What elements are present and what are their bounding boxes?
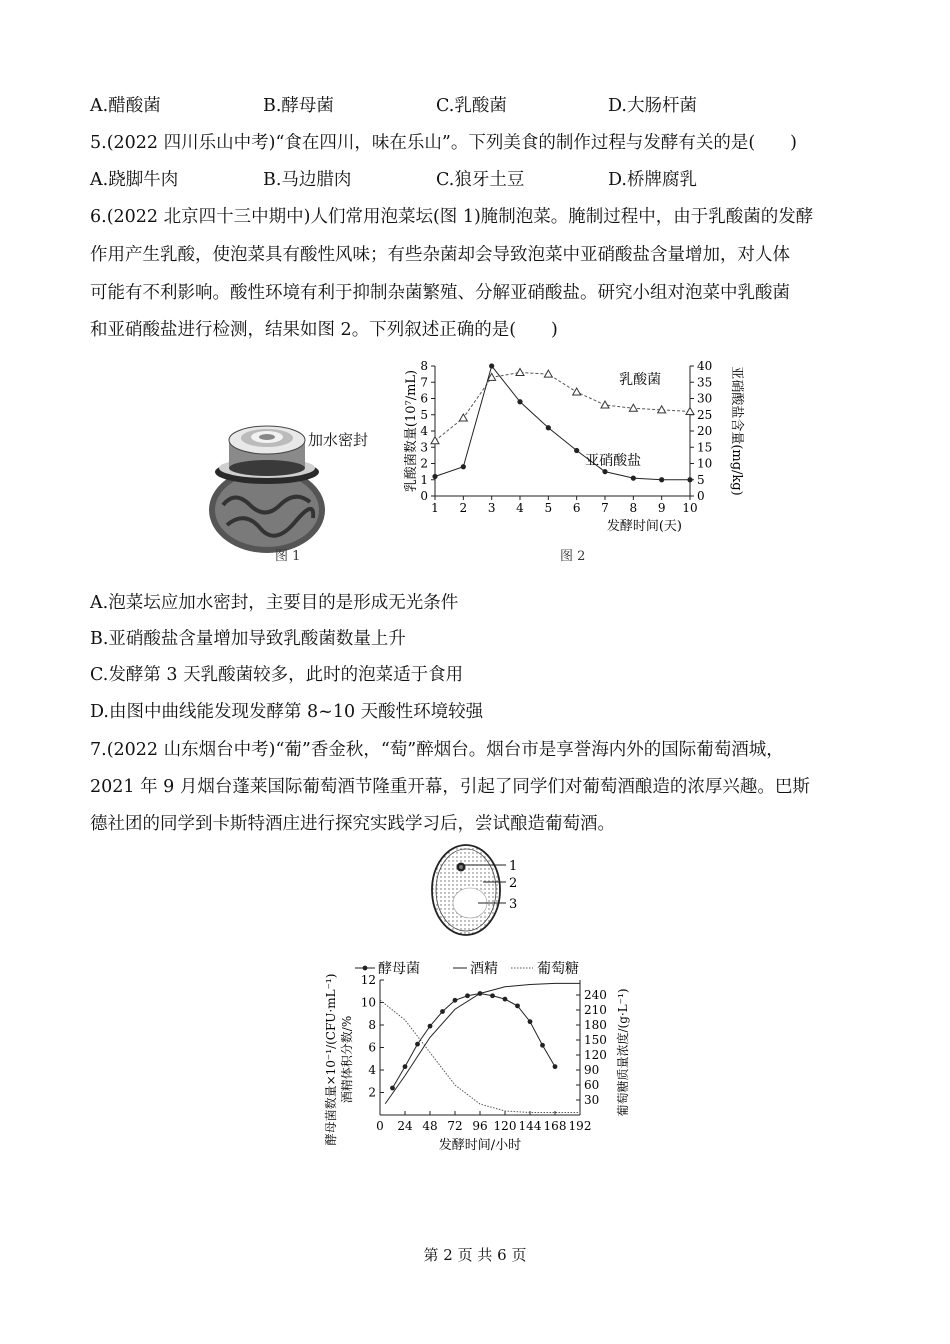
y-tick-label: 8 xyxy=(368,1018,376,1032)
fig1-label: 加水密封 xyxy=(308,431,369,449)
x-tick-label: 9 xyxy=(657,501,666,515)
y2-tick-label: 25 xyxy=(697,407,713,422)
cell-label-3: 3 xyxy=(509,897,518,912)
y-tick-label: 2 xyxy=(420,456,428,471)
x-tick-label: 120 xyxy=(493,1119,517,1133)
series-point-nitrite xyxy=(687,477,692,482)
y2-tick-label: 180 xyxy=(584,1018,607,1032)
q4-option-d: D.大肠杆菌 xyxy=(608,96,697,116)
fermentation-chart-1 xyxy=(395,352,755,542)
series-point-yeast xyxy=(540,1043,545,1048)
q4-option-b: B.酵母菌 xyxy=(263,96,334,116)
x-tick-label: 72 xyxy=(447,1119,463,1133)
x-tick-label: 6 xyxy=(572,501,581,515)
yeast-cell-figure xyxy=(428,840,538,940)
series-point-yeast xyxy=(553,1064,558,1069)
q4-option-c: C.乳酸菌 xyxy=(436,96,507,116)
series-line-yeast xyxy=(393,994,556,1089)
y2-tick-label: 150 xyxy=(584,1033,607,1047)
q5-option-c: C.狼牙土豆 xyxy=(436,170,525,190)
series-point-nitrite xyxy=(461,464,466,469)
y-tick-label: 6 xyxy=(368,1040,376,1055)
y2-tick-label: 30 xyxy=(697,391,713,406)
series-point-yeast xyxy=(478,991,483,996)
x-tick-label: 4 xyxy=(516,501,524,515)
y2-tick-label: 15 xyxy=(697,440,713,455)
q6-stem-line: 可能有不利影响。酸性环境有利于抑制杂菌繁殖、分解亚硝酸盐。研究小组对泡菜中乳酸菌 xyxy=(90,283,790,303)
series-label-nitrite: 亚硝酸盐 xyxy=(585,453,642,470)
legend-label-alcohol: 酒精 xyxy=(470,961,498,977)
y2-tick-label: 90 xyxy=(584,1063,600,1077)
page-footer: 第 2 页 共 6 页 xyxy=(423,1246,527,1264)
series-point-nitrite xyxy=(602,469,607,474)
q5-option-d: D.桥牌腐乳 xyxy=(608,170,697,190)
series-point-lactobacillus xyxy=(601,401,609,408)
series-point-nitrite xyxy=(659,477,664,482)
y2-tick-label: 120 xyxy=(584,1048,607,1062)
series-point-nitrite xyxy=(489,363,494,368)
y-tick-label: 0 xyxy=(420,489,428,503)
series-point-nitrite xyxy=(574,448,579,453)
x-tick-label: 5 xyxy=(544,501,553,515)
legend-marker-yeast xyxy=(363,966,368,971)
x-tick-label: 3 xyxy=(487,501,496,515)
series-point-yeast xyxy=(390,1086,395,1091)
series-point-lactobacillus xyxy=(629,404,637,411)
series-point-yeast xyxy=(503,997,508,1002)
q6-stem-line: 作用产生乳酸，使泡菜具有酸性风味；有些杂菌却会导致泡菜中亚硝酸盐含量增加，对人体 xyxy=(90,245,790,265)
q5-stem: 5.(2022 四川乐山中考)“食在四川，味在乐山”。下列美食的制作过程与发酵有关的是( ) xyxy=(90,133,797,153)
q6-option-d: D.由图中曲线能发现发酵第 8~10 天酸性环境较强 xyxy=(90,702,484,722)
series-point-yeast xyxy=(453,998,458,1003)
series-point-yeast xyxy=(465,993,470,998)
y-tick-label: 6 xyxy=(420,391,428,406)
series-label-lactobacillus: 乳酸菌 xyxy=(619,371,662,388)
q4-option-a: A.醋酸菌 xyxy=(90,96,161,116)
y-tick-label: 2 xyxy=(368,1085,376,1100)
y2-tick-label: 60 xyxy=(584,1078,600,1092)
series-point-nitrite xyxy=(631,476,636,481)
x-tick-label: 2 xyxy=(459,501,468,515)
q6-option-a: A.泡菜坛应加水密封，主要目的是形成无光条件 xyxy=(90,593,459,613)
series-point-yeast xyxy=(528,1019,533,1024)
x-tick-label: 8 xyxy=(629,501,638,515)
y-tick-label: 8 xyxy=(420,359,428,373)
series-point-nitrite xyxy=(546,425,551,430)
x-tick-label: 24 xyxy=(397,1119,413,1133)
y2-tick-label: 10 xyxy=(697,456,713,471)
q7-stem-line: 德社团的同学到卡斯特酒庄进行探究实践学习后，尝试酿造葡萄酒。 xyxy=(90,814,615,834)
y2-tick-label: 210 xyxy=(584,1003,607,1017)
x-axis-label: 发酵时间(天) xyxy=(606,519,682,534)
y-axis-label-right: 亚硝酸盐含量(mg/kg) xyxy=(729,366,744,496)
y-tick-label: 4 xyxy=(420,424,428,438)
y-tick-label: 5 xyxy=(420,407,428,422)
q5-option-a: A.跷脚牛肉 xyxy=(90,170,179,190)
x-tick-label: 96 xyxy=(472,1119,488,1133)
q6-option-b: B.亚硝酸盐含量增加导致乳酸菌数量上升 xyxy=(90,629,406,649)
x-axis-label: 发酵时间/小时 xyxy=(438,1138,522,1153)
q7-stem-line: 2021 年 9 月烟台蓬莱国际葡萄酒节隆重开幕，引起了同学们对葡萄酒酿造的浓厚兴趣。巴斯 xyxy=(90,777,810,797)
fermentation-chart-2 xyxy=(315,950,645,1165)
cell-label-1: 1 xyxy=(509,859,518,874)
series-point-lactobacillus xyxy=(459,414,467,421)
q6-option-c: C.发酵第 3 天乳酸菌较多，此时的泡菜适于食用 xyxy=(90,665,464,685)
y-tick-label: 7 xyxy=(420,375,428,390)
y2-tick-label: 0 xyxy=(697,489,705,503)
y-axis-label-right: 葡萄糖质量浓度/(g·L⁻¹) xyxy=(616,988,630,1117)
y-axis-label-left: 乳酸菌数量(10⁷/mL) xyxy=(404,369,419,493)
y-tick-label: 10 xyxy=(360,995,376,1010)
series-point-yeast xyxy=(490,993,495,998)
series-point-yeast xyxy=(515,1003,520,1008)
legend-label-glucose: 葡萄糖 xyxy=(537,961,579,977)
x-tick-label: 48 xyxy=(422,1119,438,1133)
y2-tick-label: 30 xyxy=(584,1093,600,1107)
y2-tick-label: 40 xyxy=(697,359,713,373)
y2-tick-label: 20 xyxy=(697,424,713,438)
series-point-yeast xyxy=(415,1042,420,1047)
legend-label-yeast: 酵母菌 xyxy=(378,961,420,977)
series-point-lactobacillus xyxy=(573,388,581,395)
x-tick-label: 192 xyxy=(568,1119,592,1133)
cell-label-2: 2 xyxy=(509,876,518,891)
y2-tick-label: 5 xyxy=(697,472,705,487)
y-axis-label-left: 酵母菌数量×10⁻¹/(CFU·mL⁻¹) xyxy=(324,973,338,1146)
x-tick-label: 144 xyxy=(518,1119,542,1133)
x-tick-label: 168 xyxy=(543,1119,567,1133)
series-line-alcohol xyxy=(385,983,580,1103)
y-tick-label: 1 xyxy=(420,472,428,487)
series-point-lactobacillus xyxy=(516,369,524,376)
y-tick-label: 4 xyxy=(368,1063,376,1077)
x-tick-label: 10 xyxy=(682,501,698,515)
x-tick-label: 1 xyxy=(431,501,439,515)
fig1-caption: 图 1 xyxy=(275,549,301,564)
y-tick-label: 3 xyxy=(420,440,428,455)
y2-tick-label: 240 xyxy=(584,988,607,1002)
y-axis-label-left-2: 酒精体积分数/% xyxy=(340,1015,354,1104)
fig2-caption: 图 2 xyxy=(560,549,586,564)
x-tick-label: 0 xyxy=(376,1119,384,1133)
q5-option-b: B.马边腊肉 xyxy=(263,170,352,190)
y-tick-label: 12 xyxy=(360,973,376,987)
q6-stem-line: 6.(2022 北京四十三中期中)人们常用泡菜坛(图 1)腌制泡菜。腌制过程中，由于乳酸菌的发酵 xyxy=(90,207,814,227)
q7-stem-line: 7.(2022 山东烟台中考)“葡”香金秋，“萄”醉烟台。烟台市是享誉海内外的国际葡萄酒城， xyxy=(90,740,784,760)
series-point-nitrite xyxy=(432,474,437,479)
series-point-nitrite xyxy=(517,399,522,404)
series-point-yeast xyxy=(440,1009,445,1014)
series-point-yeast xyxy=(403,1064,408,1069)
series-line-glucose xyxy=(380,1000,580,1113)
series-point-yeast xyxy=(428,1024,433,1029)
x-tick-label: 7 xyxy=(601,501,609,515)
series-point-lactobacillus xyxy=(431,437,439,444)
y2-tick-label: 35 xyxy=(697,375,713,390)
q6-stem-line: 和亚硝酸盐进行检测，结果如图 2。下列叙述正确的是( ) xyxy=(90,320,558,340)
